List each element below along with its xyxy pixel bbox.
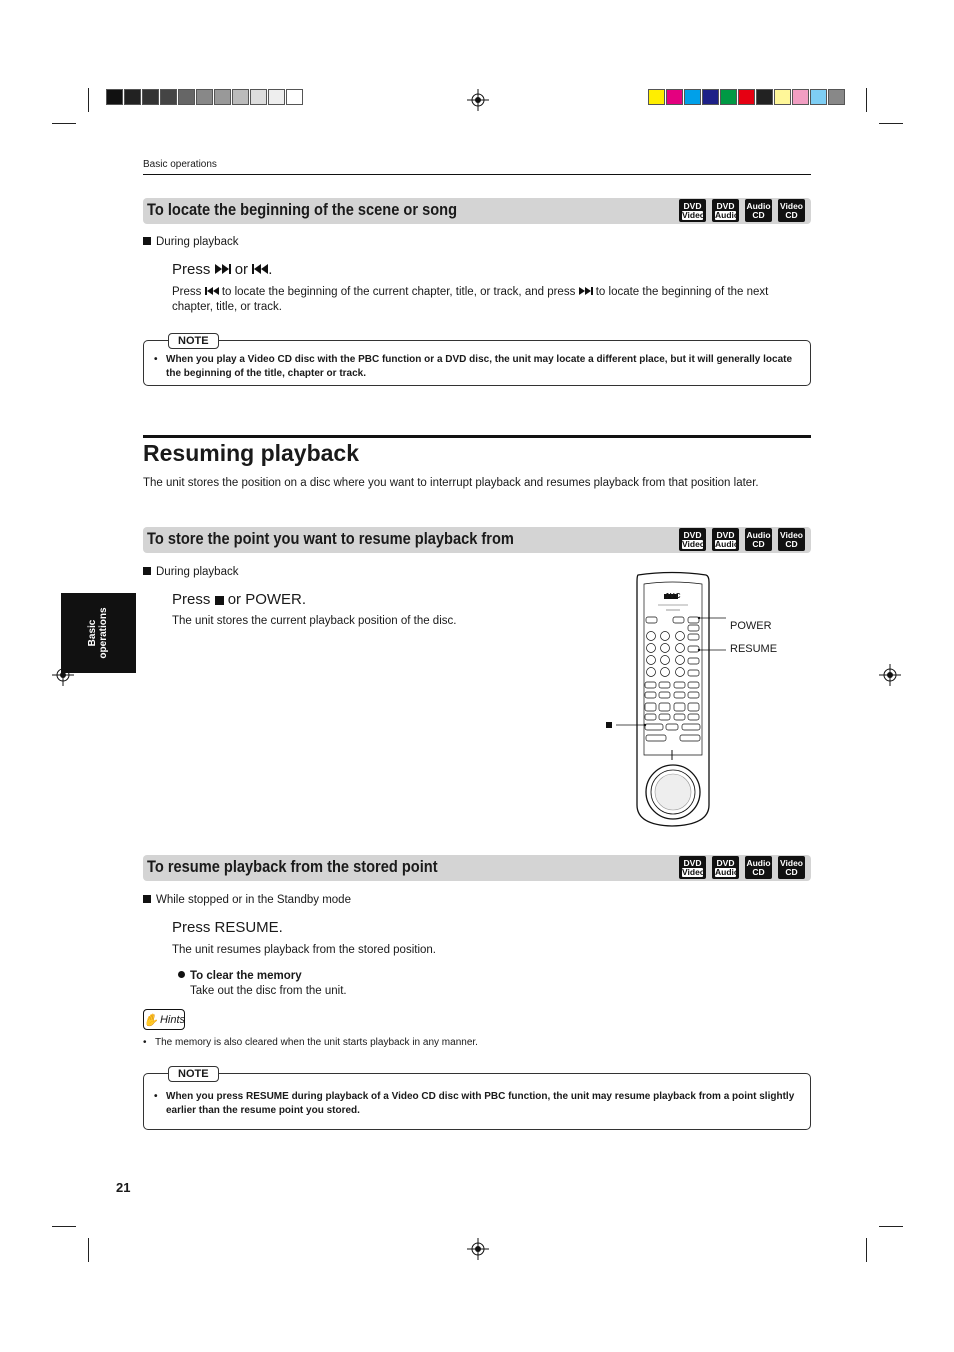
note-box — [143, 335, 811, 386]
square-bullet-icon — [143, 567, 151, 575]
next-icon — [579, 287, 593, 295]
section-header-locate — [143, 198, 811, 224]
running-head-rule — [143, 174, 811, 175]
condition-label: While stopped or in the Standby mode — [143, 894, 351, 906]
color-swatch — [792, 89, 809, 105]
hint-text: • The memory is also cleared when the unit starts playback in any manner. — [143, 1037, 478, 1048]
locate-description: Press to locate the beginning of the current chapter, title, or track, and press to locate the beginning of the next chapter, title, or track. — [172, 286, 769, 313]
disc-format-badge: DVD Video — [679, 199, 706, 222]
color-swatch — [160, 89, 177, 105]
color-swatch — [648, 89, 665, 105]
side-tab-label: Basic operations — [87, 607, 109, 659]
color-swatch — [124, 89, 141, 105]
clear-memory-block: To clear the memory Take out the disc from the unit. — [178, 969, 347, 999]
bullet-dot-icon — [178, 971, 185, 978]
color-swatch — [178, 89, 195, 105]
color-swatch — [738, 89, 755, 105]
section-title: To locate the beginning of the scene or song — [147, 200, 458, 219]
color-swatch — [142, 89, 159, 105]
press-instruction: Press or . — [172, 261, 273, 278]
note-label: NOTE — [168, 1066, 219, 1082]
press-instruction: Press or POWER. — [172, 591, 307, 608]
color-swatch — [268, 89, 285, 105]
running-head: Basic operations — [143, 159, 217, 170]
remote-control-illustration — [600, 570, 790, 832]
disc-format-badge: DVD Audio — [712, 199, 739, 222]
side-tab — [61, 593, 136, 673]
stop-icon — [215, 596, 224, 605]
color-swatch — [720, 89, 737, 105]
color-swatch — [196, 89, 213, 105]
disc-format-badge: Audio CD — [745, 856, 772, 879]
color-swatch — [684, 89, 701, 105]
resume-description: The unit resumes playback from the stored position. — [172, 944, 436, 956]
disc-badges — [679, 856, 805, 879]
resume-callout: RESUME — [730, 643, 778, 655]
color-swatch — [214, 89, 231, 105]
note-text: • When you press RESUME during playback of a Video CD disc with PBC function, the unit may resume playback from a point slightly earlier than the resume point you stored. — [154, 1091, 795, 1116]
registration-mark-top — [467, 89, 489, 111]
next-icon — [215, 264, 231, 274]
disc-badges — [679, 199, 805, 222]
note-text: • When you play a Video CD disc with the PBC function or a DVD disc, the unit may locate a different place, but it will generally locate the beginning of the title, chapter or track. — [154, 354, 793, 379]
disc-badges — [679, 528, 805, 551]
color-swatch — [666, 89, 683, 105]
disc-format-badge: Video CD — [778, 856, 805, 879]
color-swatch — [774, 89, 791, 105]
registration-mark-right — [879, 664, 901, 686]
color-swatch — [828, 89, 845, 105]
section-title: To store the point you want to resume playback from — [147, 529, 514, 548]
disc-format-badge: Video CD — [778, 199, 805, 222]
color-swatch — [232, 89, 249, 105]
previous-icon — [205, 287, 219, 295]
color-swatch — [106, 89, 123, 105]
color-swatch — [250, 89, 267, 105]
section-header-store — [143, 527, 811, 553]
disc-format-badge: Audio CD — [745, 528, 772, 551]
color-swatch — [810, 89, 827, 105]
remote-brand: JVC — [665, 593, 682, 600]
page-title: Resuming playback — [143, 440, 360, 466]
disc-format-badge: DVD Audio — [712, 528, 739, 551]
section-header-resume — [143, 855, 811, 881]
disc-format-badge: DVD Video — [679, 528, 706, 551]
square-bullet-icon — [143, 237, 151, 245]
disc-format-badge: Video CD — [778, 528, 805, 551]
intro-text: The unit stores the position on a disc where you want to interrupt playback and resumes playback from that position later. — [143, 477, 759, 489]
power-callout: POWER — [730, 620, 772, 632]
disc-format-badge: DVD Audio — [712, 856, 739, 879]
note-box — [143, 1068, 811, 1130]
color-swatch — [286, 89, 303, 105]
condition-label: During playback — [143, 236, 238, 248]
condition-label: During playback — [143, 566, 238, 578]
press-instruction: Press RESUME. — [172, 919, 283, 936]
color-swatch — [702, 89, 719, 105]
section-title: To resume playback from the stored point — [147, 857, 438, 876]
previous-icon — [252, 264, 268, 274]
registration-mark-bottom — [467, 1238, 489, 1260]
square-bullet-icon — [143, 895, 151, 903]
page-number: 21 — [116, 1180, 131, 1195]
disc-format-badge: DVD Video — [679, 856, 706, 879]
color-swatch — [756, 89, 773, 105]
disc-format-badge: Audio CD — [745, 199, 772, 222]
hints-icon: ✋ Hints — [143, 1009, 185, 1030]
heading-rule — [143, 435, 811, 438]
note-label: NOTE — [168, 333, 219, 349]
store-description: The unit stores the current playback position of the disc. — [172, 615, 457, 627]
